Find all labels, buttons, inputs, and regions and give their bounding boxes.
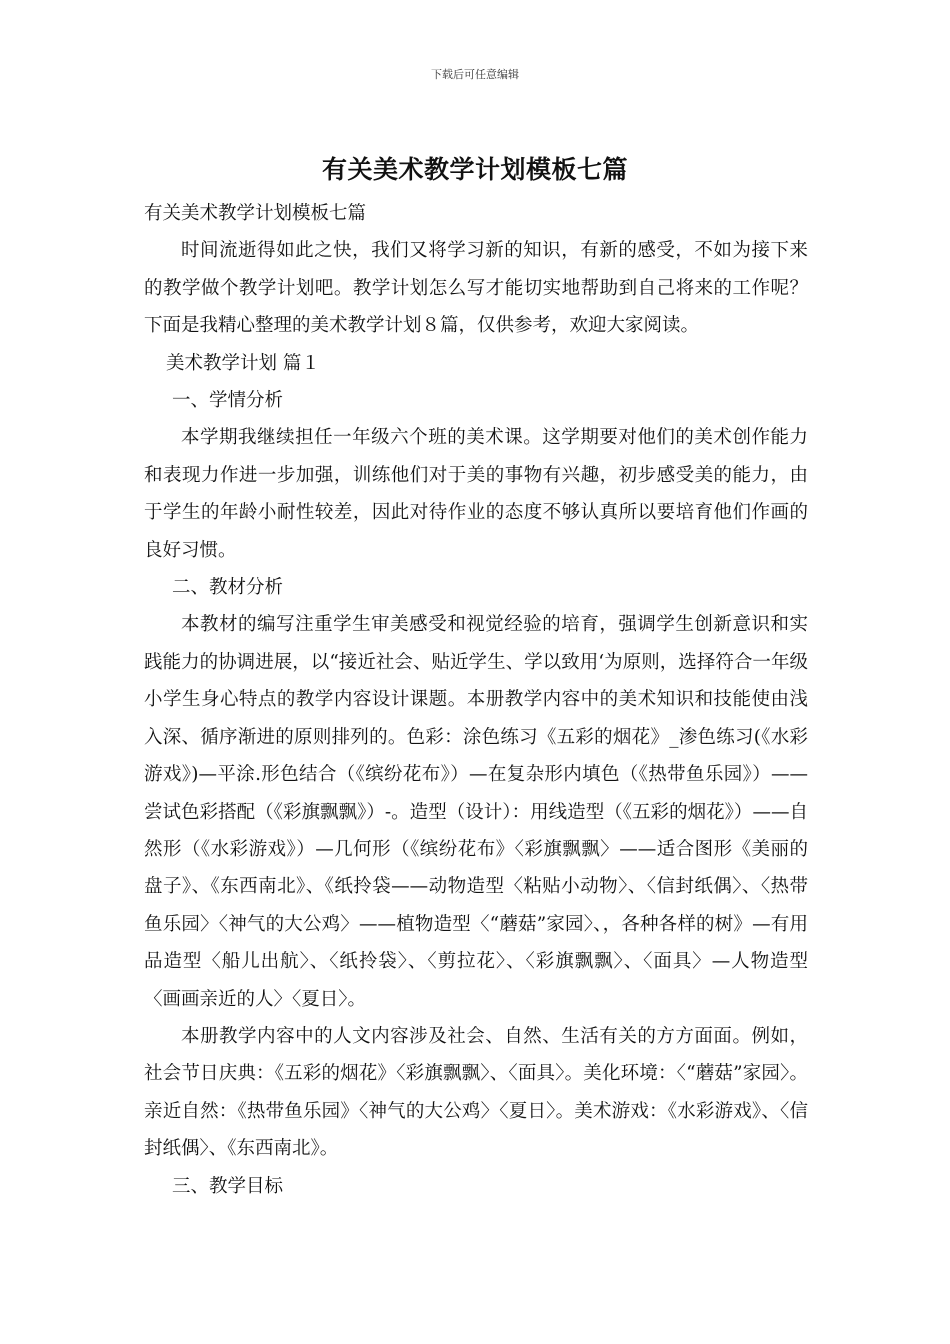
document-title: 有关美术教学计划模板七篇 [321, 155, 628, 184]
section-heading-1: 一、学情分析 [172, 390, 284, 412]
page-header-note: 下载后可任意编辑 [431, 68, 519, 81]
section-heading-2: 二、教材分析 [172, 577, 284, 599]
section-2-paragraph-2: 本册教学内容中的人文内容涉及社会、自然、生活有关的方方面面。例如，社会节日庆典：《五彩的烟花》〈彩旗飘飘〉、〈面具〉。美化环境：〈“蘑菇”家园〉。亲近自然：《热带鱼乐园》〈神气的大公鸡〉〈夏日〉。美术游戏：《水彩游戏》、〈信封纸偶〉、《东西南北》。 [144, 1025, 808, 1160]
intro-paragraph: 时间流逝得如此之快，我们又将学习新的知识，有新的感受，不如为接下来的教学做个教学计划吧。教学计划怎么写才能切实地帮助到自己将来的工作呢？下面是我精心整理的美术教学计划８篇，仅供参考，欢迎大家阅读。 [144, 240, 808, 337]
section-2-paragraph: 本教材的编写注重学生审美感受和视觉经验的培育，强调学生创新意识和实践能力的协调进展，以“接近社会、贴近学生、学以致用‘为原则，选择符合一年级小学生身心特点的教学内容设计课题。本册教学内容中的美术知识和技能使由浅入深、循序渐进的原则排列的。色彩：涂色练习《五彩的烟花》_渗色练习(《水彩游戏》)—平涂.形色结合（《缤纷花布》）—在复杂形内填色（《热带鱼乐园》）——尝试色彩搭配（《彩旗飘飘》）-。造型（设计）：用线造型（《五彩的烟花》）——自然形（《水彩游戏》）—几何形（《缤纷花布》〈彩旗飘飘〉——适合图形《美丽的盘子》、《东西南北》、《纸拎袋——动物造型〈粘贴小动物〉、〈信封纸偶〉、〈热带鱼乐园〉〈神气的大公鸡〉——植物造型〈“蘑菇”家园〉、，各种各样的树》—有用品造型〈船儿出航〉、〈纸拎袋〉、〈剪拉花〉、〈彩旗飘飘〉、〈面具〉—人物造型〈画画亲近的人〉〈夏日〉。 [144, 614, 808, 1010]
part-heading: 美术教学计划 篇１ [166, 352, 320, 374]
document-body [144, 195, 808, 1205]
document-subtitle: 有关美术教学计划模板七篇 [144, 203, 367, 224]
section-1-paragraph: 本学期我继续担任一年级六个班的美术课。这学期要对他们的美术创作能力和表现力作进一步加强，训练他们对于美的事物有兴趣，初步感受美的能力，由于学生的年龄小耐性较差，因此对待作业的态度不够认真所以要培育他们作画的良好习惯。 [144, 427, 808, 561]
section-heading-3: 三、教学目标 [172, 1175, 284, 1197]
